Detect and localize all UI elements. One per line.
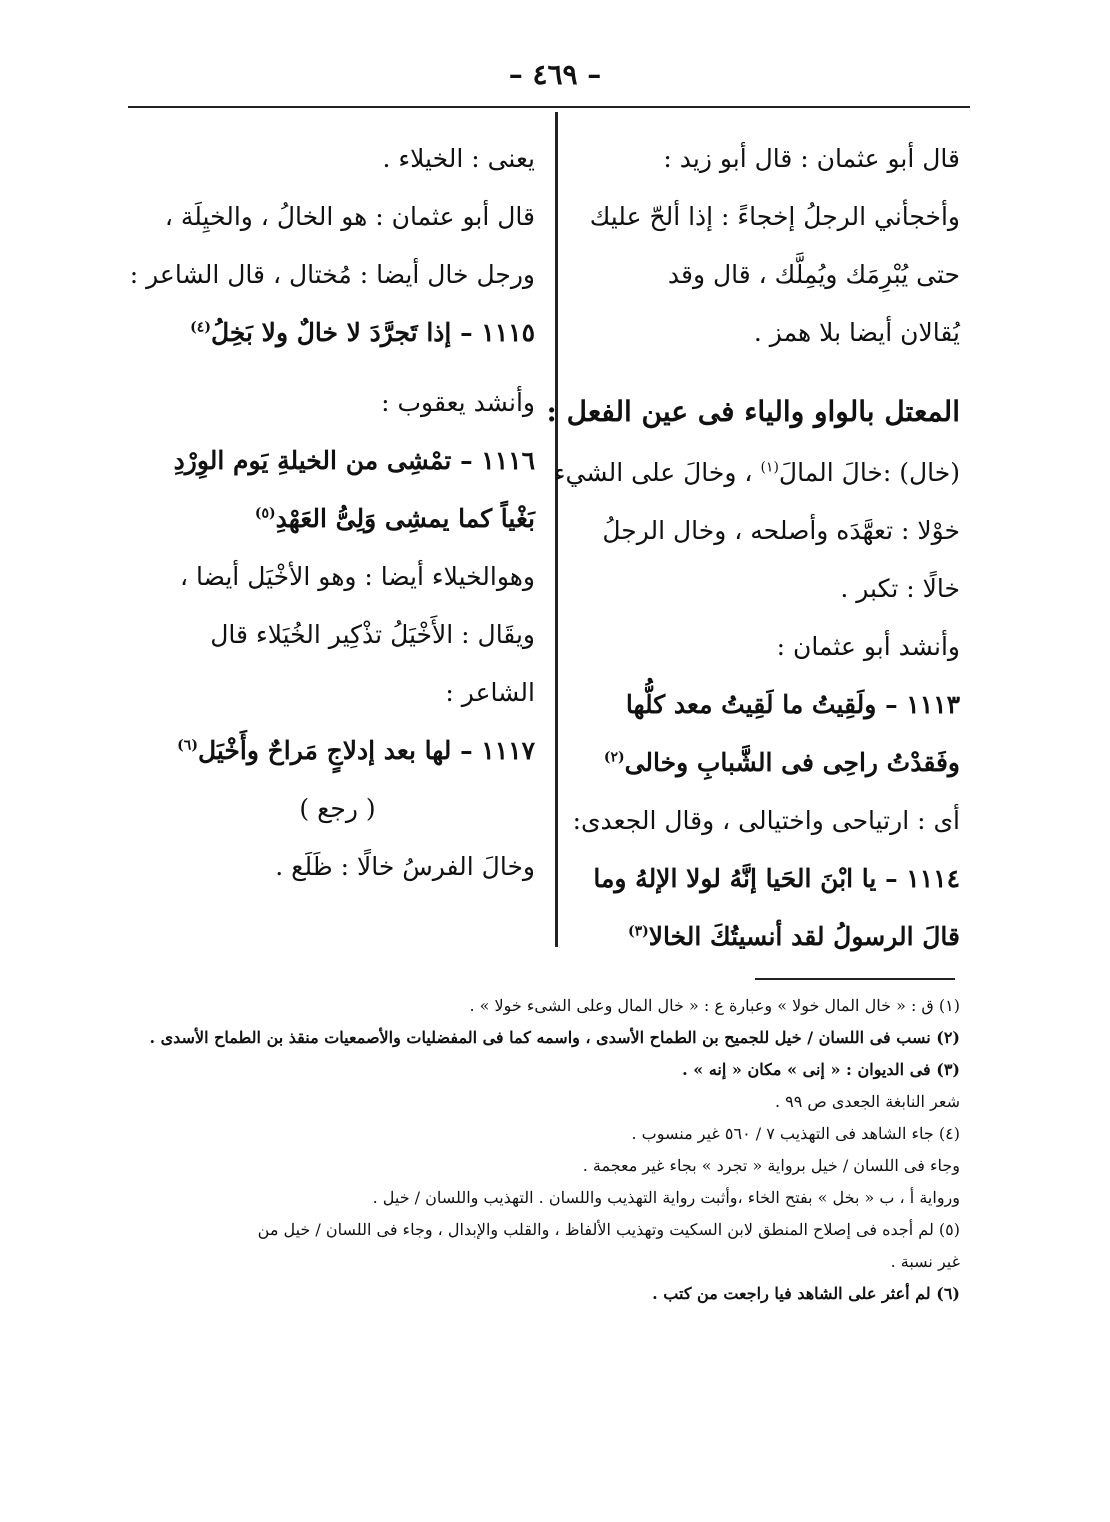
verse-text: وفَقدْتُ راحِى فى الشَّبابِ وخالى <box>624 748 960 777</box>
paragraph-line: قال أبو عثمان : هو الخالُ ، والخيِلَة ، <box>164 202 535 231</box>
column-divider <box>555 112 558 947</box>
entry-head: (خال) :خالَ المالَ <box>778 458 960 487</box>
footnote-marker: (٤) <box>190 319 211 336</box>
verse-line: ١١١٦ – تمْشِى من الخيلةِ يَوم الوِرْدِ <box>173 446 535 475</box>
footnote-rule <box>755 978 955 980</box>
footnote: (١) ق : « خال المال خولا » وعبارة ع : « خال المال وعلى الشىء خولا » . <box>469 996 960 1015</box>
footnotes <box>140 990 960 1310</box>
paragraph-line: يعنى : الخيلاء . <box>382 144 535 173</box>
footnote: (٦) لم أعثر على الشاهد فيا راجعت من كتب . <box>652 1284 960 1303</box>
paragraph-line: وهوالخيلاء أيضا : وهو الأخْيَل أيضا ، <box>180 562 535 591</box>
verse-line: ١١١٣ – ولَقِيتُ ما لَقِيتُ معد كلُّها <box>625 690 960 719</box>
entry-line: خالًا : تكبر . <box>840 574 960 603</box>
header-rule <box>128 106 970 108</box>
footnote: (٥) لم أجده فى إصلاح المنطق لابن السكيت وتهذيب الألفاظ ، والقلب والإبدال ، وجاء فى اللسان / خيل من <box>257 1220 960 1239</box>
footnote: (٣) فى الديوان : « إنى » مكان « إنه » . <box>682 1060 960 1079</box>
paragraph-line: وأنشد يعقوب : <box>381 388 535 417</box>
footnote: شعر النابغة الجعدى ص ٩٩ . <box>774 1092 960 1111</box>
verse-line <box>575 734 960 792</box>
footnote-marker: (٢) <box>603 749 625 766</box>
entry-text: ، وخالَ على الشيء <box>553 458 753 487</box>
footnote: (٤) جاء الشاهد فى التهذيب ٧ / ٥٦٠ غير منسوب . <box>631 1124 960 1143</box>
verse-line: ١١١٤ – يا ابْنَ الحَيا إنَّهُ لولا الإلهُ وما <box>593 864 960 893</box>
footnote: غير نسبة . <box>890 1252 960 1271</box>
verse-text: ١١١٧ – لها بعد إدلاجٍ مَراحٌ وأَخْيَل <box>197 736 535 765</box>
footnote-marker: (٥) <box>254 505 276 522</box>
entry-line: خوْلا : تعهَّدَه وأصلحه ، وخال الرجلُ <box>602 516 960 545</box>
paragraph-line: قال أبو عثمان : قال أبو زيد : <box>663 144 960 173</box>
footnote-marker: (١) <box>760 459 779 476</box>
verse-line <box>140 490 535 548</box>
left-column <box>129 130 535 896</box>
paragraph-line: الشاعر : <box>445 678 535 707</box>
verse-text: قالَ الرسولُ لقد أنسيتُكَ الخالا <box>648 922 960 951</box>
verse-text: بَغْياً كما يمشِى وَلِىُّ العَهْدِ <box>275 504 535 533</box>
entry-line <box>553 444 960 502</box>
right-column <box>546 130 960 966</box>
section-heading: المعتل بالواو والياء فى عين الفعل : <box>546 395 960 428</box>
page-number: – ٤٦٩ – <box>508 58 602 91</box>
footnote: (٢) نسب فى اللسان / خيل للجميح بن الطماح الأسدى ، واسمه كما فى المفضليات والأصمعيات منقذ بن الطماح الأسدى . <box>149 1028 960 1047</box>
verse-text: ١١١٥ – إذا تَجرَّدَ لا خالٌ ولا بَخِلُ <box>210 318 535 347</box>
meter-label: ( رجع ) <box>299 794 376 823</box>
paragraph-line: ورجل خال أيضا : مُختال ، قال الشاعر : <box>129 260 535 289</box>
footnote-marker: (٦) <box>177 737 198 754</box>
footnote: وجاء فى اللسان / خيل برواية « تجرد » بجاء غير معجمة . <box>582 1156 960 1175</box>
paragraph-line: وخالَ الفرسُ خالًا : ظَلَع . <box>275 852 535 881</box>
paragraph-line: أى : ارتياحى واختيالى ، وقال الجعدى: <box>572 806 960 835</box>
paragraph-line: يُقالان أيضا بلا همز . <box>753 318 960 347</box>
paragraph-line: وأنشد أبو عثمان : <box>776 632 960 661</box>
footnote-marker: (٣) <box>627 923 649 940</box>
paragraph-line: حتى يُبْرِمَك ويُمِلَّك ، قال وقد <box>667 260 960 289</box>
paragraph-line: وأخجأني الرجلُ إخجاءً : إذا ألحّ عليك <box>589 202 960 231</box>
verse-line <box>575 908 960 966</box>
paragraph-line: ويقَال : الأَخْيَلُ تذْكِير الخُيَلاء قال <box>210 620 535 649</box>
verse-line <box>140 722 535 780</box>
verse-line <box>140 304 535 362</box>
footnote: ورواية أ ، ب « بخل » بفتح الخاء ،وأثبت رواية التهذيب واللسان . التهذيب واللسان / خيل . <box>372 1188 960 1207</box>
